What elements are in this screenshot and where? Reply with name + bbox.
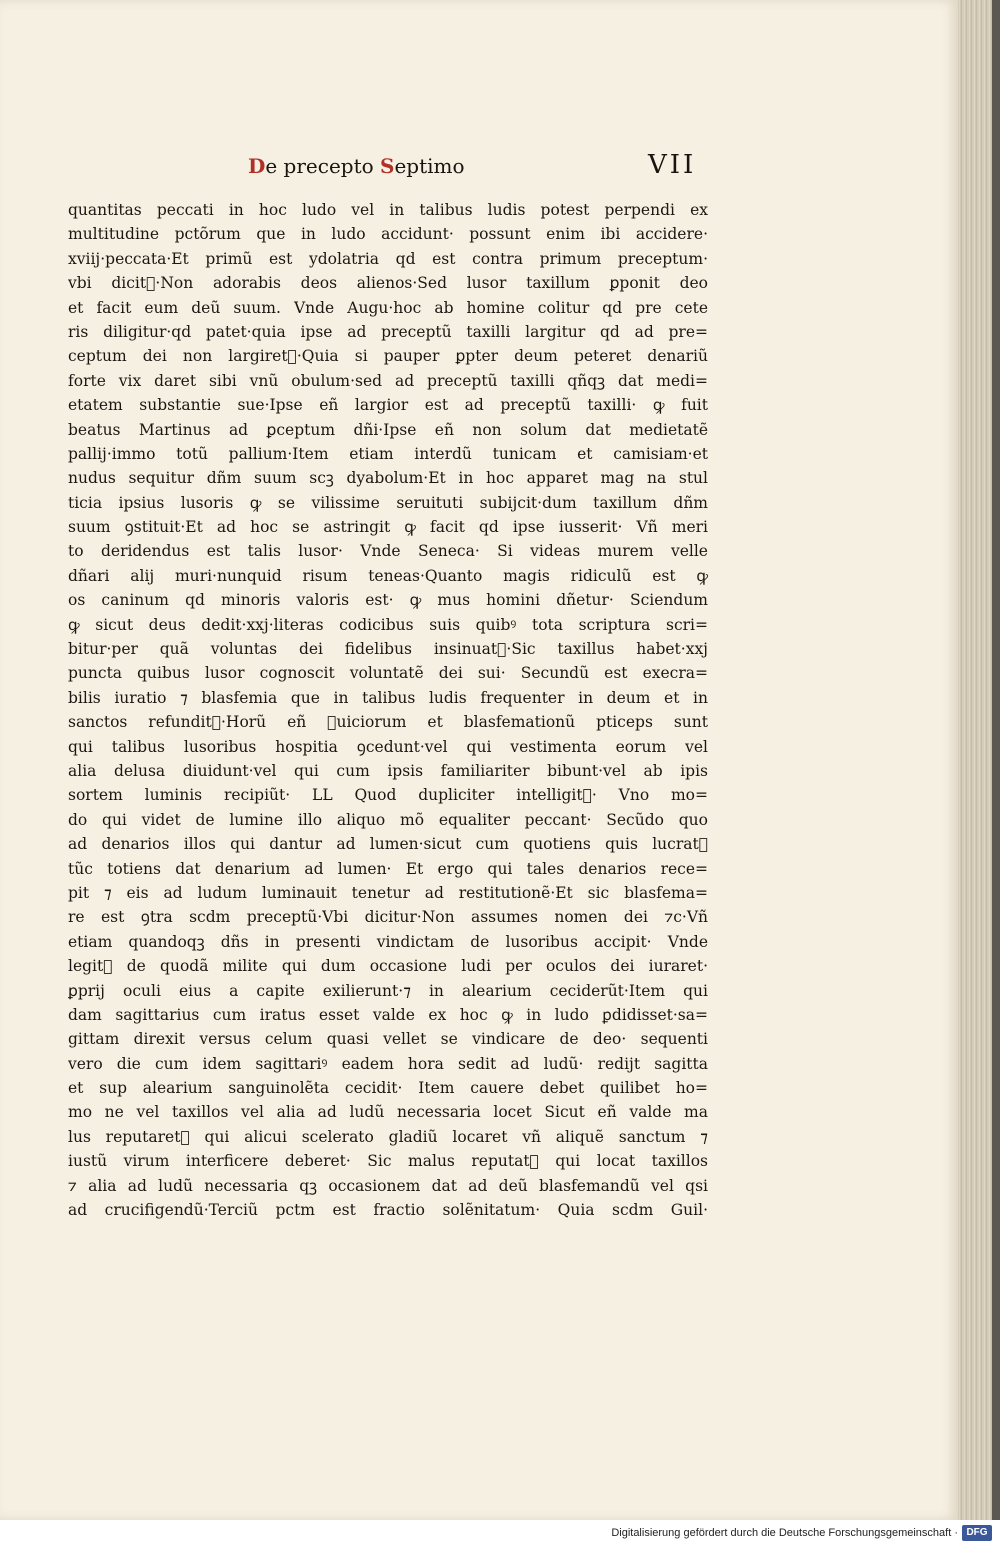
- text-line: et sup alearium sanguinolẽta cecidit· Item cauere debet quilibet ho=: [68, 1079, 708, 1098]
- folio-number: VII: [648, 150, 697, 180]
- text-line: etiam quandoqꝫ dñs in presenti vindictam de lusoribus accipit· Vnde: [68, 932, 708, 951]
- text-line: xviij·peccata·Et primũ est ydolatria qd est contra primum preceptum·: [68, 249, 708, 268]
- text-line: dñari alij muri·nunquid risum teneas·Quanto magis ridiculũ est ꝙ: [68, 566, 708, 585]
- running-title-part-2: eptimo: [394, 154, 465, 178]
- text-line: pit ⁊ eis ad ludum luminauit tenetur ad restitutionẽ·Et sic blasfema=: [68, 883, 708, 902]
- text-line: ad crucifigendũ·Terciũ pctm est fractio solẽnitatum· Quia scdm Guil·: [68, 1201, 708, 1220]
- text-line: sanctos refundit᷑·Horũ eñ ꝯuiciorum et blasfemationũ pticeps sunt: [68, 713, 708, 732]
- text-line: forte vix daret sibi vnũ obulum·sed ad preceptũ taxilli qñqꝫ dat medi=: [68, 371, 708, 390]
- text-line: bilis iuratio ⁊ blasfemia que in talibus ludis frequenter in deum et in: [68, 688, 708, 707]
- text-line: quantitas peccati in hoc ludo vel in talibus ludis potest perpendi ex: [68, 201, 708, 219]
- dfg-logo-icon: DFG: [962, 1525, 992, 1541]
- text-line: mo ne vel taxillos vel alia ad ludũ necessaria locet Sicut eñ valde ma: [68, 1103, 708, 1122]
- text-line: ꝑprij oculi eius a capite exilierunt·⁊ in alearium ceciderũt·Item qui: [68, 981, 708, 1000]
- text-line: multitudine pctõrum que in ludo accidunt· possunt enim ibi accidere·: [68, 225, 708, 244]
- text-line: dam sagittarius cum iratus esset valde ex hoc ꝙ in ludo ꝑdidisset·sa=: [68, 1005, 708, 1024]
- rubric-initial-d: D: [248, 154, 266, 178]
- text-line: ⁊ alia ad ludũ necessaria qꝫ occasionem dat ad deũ blasfemandũ vel qsi: [68, 1176, 708, 1195]
- text-line: os caninum qd minoris valoris est· ꝙ mus homini dñetur· Sciendum: [68, 591, 708, 610]
- text-line: gittam direxit versus celum quasi vellet se vindicare de deo· sequenti: [68, 1030, 708, 1049]
- text-line: tũc totiens dat denarium ad lumen· Et ergo qui tales denarios rece=: [68, 859, 708, 878]
- text-line: ris diligitur·qd patet·quia ipse ad preceptũ taxilli largitur qd ad pre=: [68, 322, 708, 341]
- text-line: to deridendus est talis lusor· Vnde Seneca· Si videas murem velle: [68, 542, 708, 561]
- text-line: ticia ipsius lusoris ꝙ se vilissime seruituti subijcit·dum taxillum dñm: [68, 493, 708, 512]
- text-line: nudus sequitur dñm suum scꝫ dyabolum·Et in hoc apparet mag na stul: [68, 469, 708, 488]
- funding-note: Digitalisierung gefördert durch die Deutsche Forschungsgemeinschaft ·: [611, 1527, 958, 1539]
- rubric-initial-s: S: [380, 154, 395, 178]
- text-line: suum ꝯstituit·Et ad hoc se astringit ꝙ facit qd ipse iusserit· Vñ meri: [68, 518, 708, 537]
- text-line: beatus Martinus ad ꝑceptum dñi·Ipse eñ non solum dat medietatẽ: [68, 420, 708, 439]
- text-line: legit᷑ de quodã milite qui dum occasione ludi per oculos dei iuraret·: [68, 957, 708, 976]
- text-line: iustũ virum interficere deberet· Sic malus reputat᷑ qui locat taxillos: [68, 1152, 708, 1171]
- text-line: alia delusa diuidunt·vel qui cum ipsis familiariter bibunt·vel ab ipis: [68, 761, 708, 780]
- text-line: re est ꝯtra scdm preceptũ·Vbi dicitur·Non assumes nomen dei ⁊c·Vñ: [68, 908, 708, 927]
- text-line: et facit eum deũ suum. Vnde Augu·hoc ab homine colitur qd pre cete: [68, 298, 708, 317]
- text-line: vbi dicit᷑·Non adorabis deos alienos·Sed lusor taxillum ꝑponit deo: [68, 274, 708, 293]
- running-title: [248, 154, 465, 178]
- text-line: do qui videt de lumine illo aliquo mõ equaliter peccant· Secũdo quo: [68, 810, 708, 829]
- scan-edge: [992, 0, 1000, 1520]
- text-line: ꝙ sicut deus dedit·xxj·literas codicibus suis quibꝰ tota scriptura scri=: [68, 615, 708, 634]
- text-line: bitur·per quã voluntas dei fidelibus insinuat᷑·Sic taxillus habet·xxj: [68, 640, 708, 659]
- text-line: vero die cum idem sagittariꝰ eadem hora sedit ad ludũ· redijt sagitta: [68, 1054, 708, 1073]
- text-block: [68, 198, 708, 1222]
- text-line: pallij·immo totũ pallium·Item etiam interdũ tunicam et camisiam·et: [68, 444, 708, 463]
- text-line: qui talibus lusoribus hospitia ꝯcedunt·vel qui vestimenta eorum vel: [68, 737, 708, 756]
- footer-bar: [0, 1520, 1000, 1548]
- text-line: sortem luminis recipiũt· LL Quod dupliciter intelligit᷑· Vno mo=: [68, 786, 708, 805]
- running-title-part-1: e precepto: [265, 154, 381, 178]
- text-line: puncta quibus lusor cognoscit voluntatẽ dei sui· Secundũ est execra=: [68, 664, 708, 683]
- page-header: [0, 148, 958, 188]
- text-line: ceptum dei non largiret᷑·Quia si pauper ꝑpter deum peteret denariũ: [68, 347, 708, 366]
- text-line: etatem substantie sue·Ipse eñ largior est ad preceptũ taxilli· ꝙ fuit: [68, 396, 708, 415]
- text-line: lus reputaret᷑ qui alicui scelerato gladiũ locaret vñ aliquẽ sanctum ⁊: [68, 1127, 708, 1146]
- text-line: ad denarios illos qui dantur ad lumen·sicut cum quotiens quis lucrat᷑: [68, 835, 708, 854]
